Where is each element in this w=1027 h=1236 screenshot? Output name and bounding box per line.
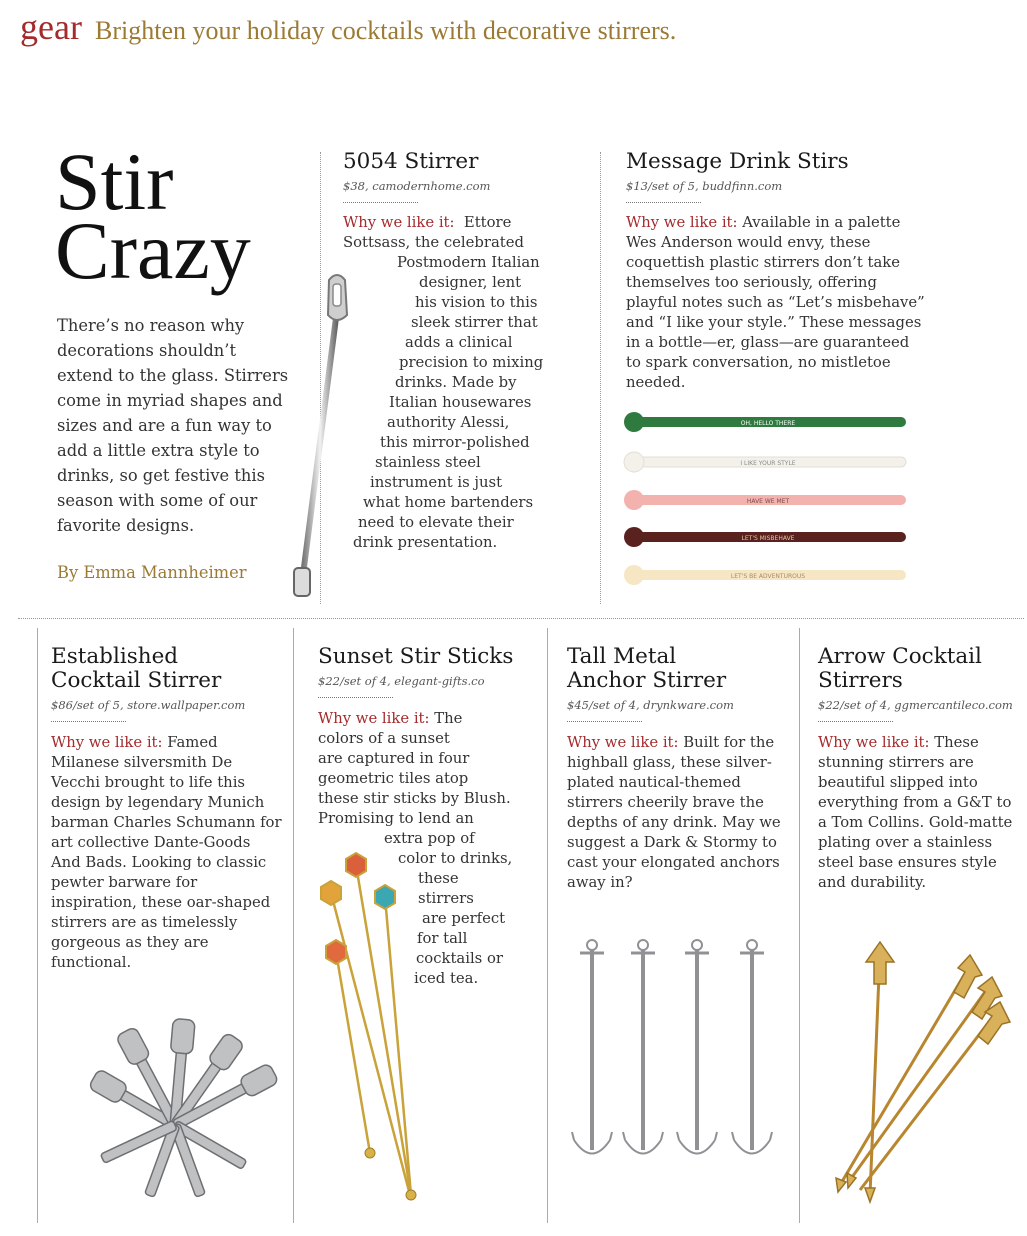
divider: [37, 628, 38, 1223]
anchor-stirrer: [623, 940, 663, 1154]
product-title: [318, 645, 513, 669]
text-line: color to drinks,: [398, 850, 513, 867]
text-line: Promising to lend an: [318, 810, 474, 827]
divider: [600, 152, 601, 604]
text-line: drinks. Made by: [395, 374, 517, 391]
price-underline: [51, 721, 126, 722]
byline: By Emma Mannheimer: [57, 563, 247, 582]
message-stir: [624, 565, 906, 585]
text-line: Postmodern Italian: [397, 254, 540, 271]
product-body: Available in a palette Wes Anderson would envy, these coquettish plastic stirrers don’t take themselves too seriously, offering playful notes such as “Let’s misbehave” and “I like your style.” These messages in a bottle—er, glass—are guaranteed to spark conversation, no mistletoe needed.: [626, 214, 925, 391]
text-line: precision to mixing: [399, 354, 544, 371]
message-stirs-image: [618, 410, 918, 590]
product-price: $45/set of 4, drynkware.com: [567, 698, 734, 712]
section-label: gear: [20, 7, 82, 47]
stir-text: LET'S MISBEHAVE: [741, 535, 795, 542]
product-title-line: Message Drink Stirs: [626, 149, 849, 174]
product-title-line: Cocktail Stirrer: [51, 668, 222, 693]
text-line: adds a clinical: [405, 334, 513, 351]
product-title-line: Established: [51, 644, 179, 669]
text-line: stainless steel: [375, 454, 481, 471]
text-line: geometric tiles atop: [318, 770, 469, 787]
text-line: Sottsass, the celebrated: [343, 234, 524, 251]
text-line: [343, 213, 543, 233]
text-line: Italian housewares: [389, 394, 532, 411]
stir-text: OH, HELLO THERE: [740, 420, 796, 427]
feature-title-line: Stir: [55, 136, 174, 227]
alessi-stirrer-image: [285, 270, 355, 600]
text-line: these stir sticks by Blush.: [318, 790, 511, 807]
anchor-stirrer: [732, 940, 772, 1154]
product-price: $13/set of 5, buddfinn.com: [626, 179, 783, 193]
message-stir: [624, 412, 906, 432]
price-underline: [818, 721, 893, 722]
page-header: [20, 6, 676, 48]
product-title: [626, 150, 849, 174]
price-underline: [567, 721, 642, 722]
price-underline: [318, 697, 393, 698]
why-label: Why we like it:: [318, 710, 430, 727]
price-underline: [343, 202, 418, 203]
text-line: cocktails or: [416, 950, 503, 967]
message-stir: [624, 490, 906, 510]
product-body: These stunning stirrers are beautiful slipped into everything from a G&T to a Tom Collins. Gold-matte plating over a stainless steel base ensures style and durability.: [818, 734, 1013, 891]
product-price: $22/set of 4, ggmercantileco.com: [818, 698, 1013, 712]
text-line: his vision to this: [415, 294, 538, 311]
text-line: stirrers: [418, 890, 474, 907]
text-line: these: [418, 870, 459, 887]
text-line-content: The: [434, 710, 463, 727]
product-description: [818, 733, 1013, 893]
feature-title: [55, 136, 251, 296]
text-line: instrument is just: [370, 474, 503, 491]
text-line: extra pop of: [384, 830, 475, 847]
text-line: drink presentation.: [353, 534, 498, 551]
text-line: are captured in four: [318, 750, 470, 767]
product-title: [51, 645, 221, 693]
text-line: what home bartenders: [363, 494, 534, 511]
text-line: [318, 709, 512, 729]
arrow-stirrers-image: [820, 940, 1020, 1210]
text-line: are perfect: [422, 910, 506, 927]
text-line: sleek stirrer that: [411, 314, 538, 331]
divider: [799, 628, 800, 1223]
text-line: colors of a sunset: [318, 730, 450, 747]
feature-intro: There’s no reason why decorations shouldn’t extend to the glass. Stirrers come in myriad shapes and sizes and are a fun way to add a little extra style to drinks, so get festive this season with some of our favorite designs.: [57, 316, 289, 535]
product-description: [626, 213, 926, 393]
why-label: Why we like it:: [51, 734, 163, 751]
stir-text: HAVE WE MET: [746, 498, 790, 505]
divider: [293, 628, 294, 1223]
product-title-line: Stirrers: [818, 668, 903, 693]
product-title-line: Sunset Stir Sticks: [318, 644, 514, 669]
feature-title-line: Crazy: [55, 205, 251, 296]
anchor-stirrer: [572, 940, 612, 1154]
product-description: [51, 733, 283, 973]
product-body: Famed Milanese silversmith De Vecchi brought to life this design by legendary Munich barman Charles Schumann for art collective Dante-Goods And Bads. Looking to classic pewter barware for inspiration, these oar-shaped stirrers are as timelessly gorgeous as they are functional.: [51, 734, 282, 971]
product-title-line: 5054 Stirrer: [343, 149, 479, 174]
text-line: this mirror-polished: [380, 434, 530, 451]
divider: [18, 618, 1024, 619]
stir-text: I LIKE YOUR STYLE: [740, 460, 796, 467]
anchor-stirrers-image: [565, 935, 790, 1170]
why-label: Why we like it:: [818, 734, 930, 751]
why-label: Why we like it:: [567, 734, 679, 751]
text-line: iced tea.: [414, 970, 479, 987]
stir-text: LET'S BE ADVENTUROUS: [730, 573, 806, 580]
established-stirrer-image: [50, 1010, 290, 1210]
text-line: designer, lent: [419, 274, 522, 291]
product-description: [567, 733, 789, 893]
product-description: [343, 213, 543, 553]
divider: [547, 628, 548, 1223]
text-line-content: Ettore: [463, 214, 512, 231]
price-underline: [626, 202, 701, 203]
product-title-line: Arrow Cocktail: [818, 644, 982, 669]
product-title-line: Tall Metal: [567, 644, 677, 669]
why-label: Why we like it:: [626, 214, 738, 231]
message-stir: [624, 452, 906, 472]
text-line: for tall: [417, 930, 468, 947]
anchor-stirrer: [677, 940, 717, 1154]
message-stir: [624, 527, 906, 547]
product-price: $38, camodernhome.com: [343, 179, 491, 193]
product-price: $86/set of 5, store.wallpaper.com: [51, 698, 246, 712]
product-title: [343, 150, 478, 174]
sunset-stir-sticks-image: [318, 850, 428, 1210]
text-line: need to elevate their: [358, 514, 514, 531]
why-label: Why we like it:: [343, 214, 455, 231]
product-body: Built for the highball glass, these silver-plated nautical-themed stirrers cheerily brave the depths of any drink. May we suggest a Dark & Stormy to cast your elongated anchors away in?: [567, 734, 781, 891]
section-tagline: Brighten your holiday cocktails with decorative stirrers.: [95, 16, 677, 45]
text-line: authority Alessi,: [387, 414, 510, 431]
product-price: $22/set of 4, elegant-gifts.co: [318, 674, 485, 688]
product-title: [567, 645, 726, 693]
product-title: [818, 645, 982, 693]
product-title-line: Anchor Stirrer: [567, 668, 727, 693]
